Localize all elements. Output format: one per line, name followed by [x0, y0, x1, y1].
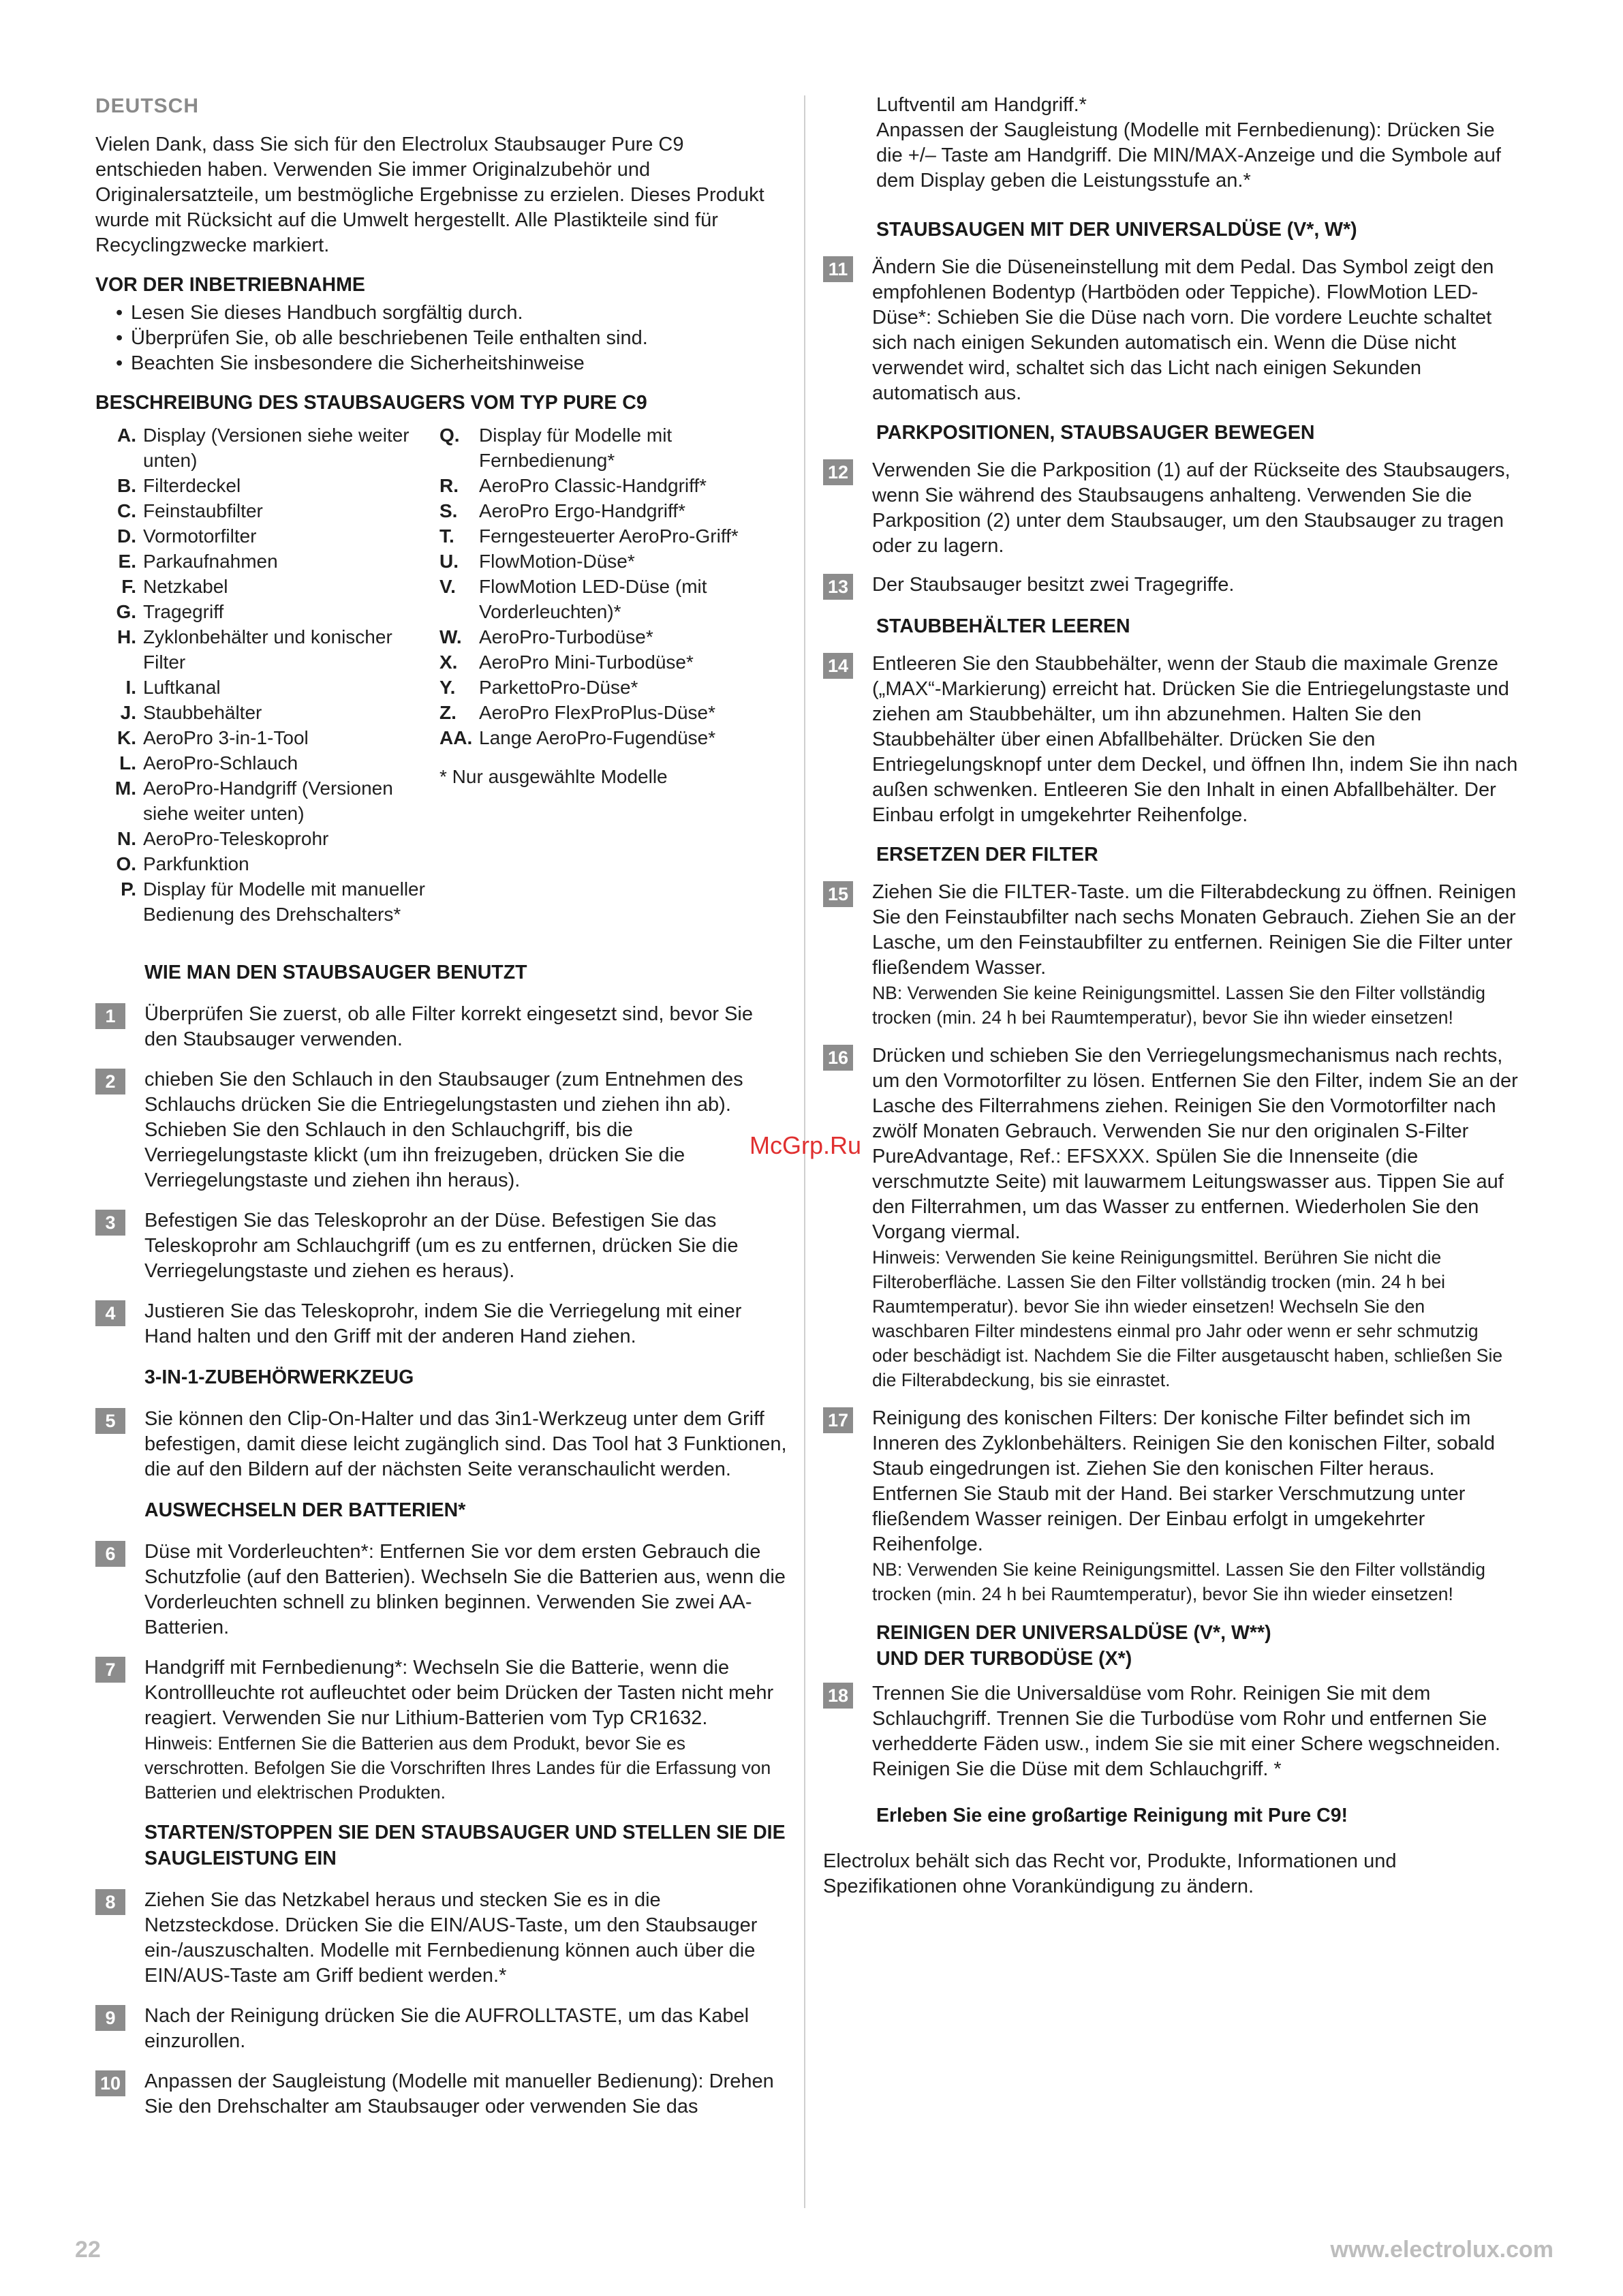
step-number: 9: [95, 2005, 125, 2031]
step-number: 1: [95, 1003, 125, 1029]
part-item: [95, 851, 439, 876]
part-label: Zyklonbehälter und konischer Filter: [143, 626, 392, 673]
part-item: [439, 649, 784, 675]
part-letter: T.: [439, 525, 454, 547]
part-label: ParkettoPro-Düse*: [479, 677, 638, 698]
part-item: [95, 776, 439, 826]
step-text: Ziehen Sie das Netzkabel heraus und stecken Sie es in die Netzsteckdose. Drücken Sie die EIN/AUS-Taste, um den Staubsauger ein-/auszuschalten. Modelle mit Fernbedienung können auch über die EIN/AUS-Taste am Griff bedient werden.*: [144, 1889, 758, 1987]
left-column: [95, 93, 790, 2134]
section-title-description: BESCHREIBUNG DES STAUBSAUGERS VOM TYP PURE C9: [95, 392, 647, 414]
watermark: McGrp.Ru: [749, 1131, 862, 1159]
parts-list: [95, 423, 790, 927]
part-label: Filterdeckel: [143, 475, 241, 496]
start-stop-steps: [95, 1888, 790, 2119]
part-label: Staubbehälter: [143, 702, 262, 723]
right-column: [823, 93, 1518, 1899]
part-letter: I.: [125, 677, 136, 698]
part-label: AeroPro-Handgriff (Versionen siehe weiter unten): [143, 778, 393, 824]
parts-note: * Nur ausgewählte Modelle: [439, 766, 668, 787]
step-11: [823, 255, 1518, 406]
step-17: [823, 1406, 1518, 1606]
section-title-tool: 3-IN-1-ZUBEHÖRWERKZEUG: [144, 1366, 414, 1388]
part-label: Parkaufnahmen: [143, 551, 278, 572]
step-text: Entleeren Sie den Staubbehälter, wenn der Staub die maximale Grenze („MAX“-Markierung) erreicht hat. Drücken Sie die Entriegelungstaste und ziehen am Staubbehälter, um ihn abzunehmen. Halten Sie den Staubbehälter über einen Abfallbehälter. Drücken Sie den Entriegelungsknopf unter dem Deckel, und öffnen Ihn, indem Sie ihn nach außen schwenken. Entleeren Sie den Inhalt in einen Abfallbehälter. Der Einbau erfolgt in umgekehrter Reihenfolge.: [872, 653, 1518, 826]
part-label: FlowMotion-Düse*: [479, 551, 635, 572]
section-title-before-use: VOR DER INBETRIEBNAHME: [95, 274, 365, 296]
step-number: 16: [823, 1045, 853, 1071]
step-number: 18: [823, 1683, 853, 1709]
step-16: [823, 1043, 1518, 1392]
section-title-start-stop: STARTEN/STOPPEN SIE DEN STAUBSAUGER UND STELLEN SIE DIE SAUGLEISTUNG EIN: [144, 1822, 786, 1869]
step-3: [95, 1208, 790, 1284]
step-note: NB: Verwenden Sie keine Reinigungsmittel. Lassen Sie den Filter vollständig trocken (min. 24 h bei Raumtemperatur), bevor Sie ihn wieder einsetzen!: [872, 1559, 1486, 1604]
remote-power-text: Anpassen der Saugleistung (Modelle mit Fernbedienung): Drücken Sie die +/– Taste am Handgriff. Die MIN/MAX-Anzeige und die Symbole auf dem Display geben die Leistungsstufe an.*: [876, 119, 1501, 192]
part-label: Display für Modelle mit Fernbedienung*: [479, 425, 673, 471]
part-letter: F.: [121, 576, 136, 597]
clean-nozzle-steps: [823, 1681, 1518, 1782]
part-label: Display (Versionen siehe weiter unten): [143, 425, 409, 471]
part-letter: C.: [117, 500, 136, 521]
step-text: Nach der Reinigung drücken Sie die AUFROLLTASTE, um das Kabel einzurollen.: [144, 2005, 749, 2052]
part-letter: G.: [116, 601, 136, 622]
step-6: [95, 1540, 790, 1640]
closing-text: Erleben Sie eine großartige Reinigung mit Pure C9!: [876, 1805, 1348, 1826]
step-text: Justieren Sie das Teleskoprohr, indem Sie die Verriegelung mit einer Hand halten und den Griff mit der anderen Hand ziehen.: [144, 1300, 742, 1347]
how-to-use-steps: [95, 1002, 790, 1349]
part-item: [439, 624, 784, 649]
part-letter: AA.: [439, 727, 473, 748]
step-number: 14: [823, 653, 853, 679]
step-number: 2: [95, 1069, 125, 1095]
part-letter: R.: [439, 475, 459, 496]
disclaimer-text: Electrolux behält sich das Recht vor, Produkte, Informationen und Spezifikationen ohne Vorankündigung zu ändern.: [823, 1850, 1397, 1897]
part-label: Feinstaubfilter: [143, 500, 263, 521]
part-item: [439, 549, 784, 574]
part-letter: X.: [439, 652, 458, 673]
list-item: • Überprüfen Sie, ob alle beschriebenen Teile enthalten sind.: [131, 326, 790, 351]
step-hint: Hinweis: Entfernen Sie die Batterien aus dem Produkt, bevor Sie es verschrotten. Befolgen Sie die Vorschriften Ihres Landes für die Erfassung von Batterien und elektrischen Produkten.: [144, 1733, 771, 1803]
section-title-replace-filter: ERSETZEN DER FILTER: [876, 844, 1098, 866]
part-label: AeroPro-Turbodüse*: [479, 626, 653, 647]
part-letter: O.: [116, 853, 136, 874]
part-label: Ferngesteuerter AeroPro-Griff*: [479, 525, 739, 547]
part-label: FlowMotion LED-Düse (mit Vorderleuchten)*: [479, 576, 707, 622]
part-letter: Z.: [439, 702, 457, 723]
step-7: [95, 1655, 790, 1805]
step-text: chieben Sie den Schlauch in den Staubsauger (zum Entnehmen des Schlauchs drücken Sie die Entriegelungstasten und ziehen ihn ab). Schieben Sie den Schlauch in den Schlauchgriff, bis die Verriegelungstaste klickt (um ihn freizugeben, drücken Sie die Verriegelungstaste und ziehen ihn heraus).: [144, 1069, 743, 1191]
part-letter: S.: [439, 500, 458, 521]
part-letter: V.: [439, 576, 456, 597]
part-item: [439, 473, 784, 498]
part-letter: W.: [439, 626, 462, 647]
universal-nozzle-steps: [823, 255, 1518, 406]
part-letter: J.: [120, 702, 136, 723]
step-text: Düse mit Vorderleuchten*: Entfernen Sie vor dem ersten Gebrauch die Schutzfolie (auf den Batterien). Wechseln Sie die Batterien aus, wenn die Vorderleuchten schnell zu blinken beginnen. Verwenden Sie zwei AA-Batterien.: [144, 1541, 786, 1638]
step-text: Ändern Sie die Düseneinstellung mit dem Pedal. Das Symbol zeigt den empfohlenen Bodentyp (Hartböden oder Teppiche). FlowMotion LED-Düse*: Schieben Sie die Düse nach vorn. Die vordere Leuchte schaltet sich nach einigen Sekunden automatisch ein. Wenn die Düse nicht verwendet wird, schaltet sich das Licht nach einigen Sekunden automatisch aus.: [872, 256, 1494, 404]
continued-text: Luftventil am Handgriff.*: [876, 94, 1087, 116]
step-10: [95, 2069, 790, 2119]
part-item: [439, 423, 784, 473]
step-9: [95, 2004, 790, 2054]
part-item: [439, 523, 784, 549]
part-label: AeroPro 3-in-1-Tool: [143, 727, 309, 748]
part-label: AeroPro-Teleskoprohr: [143, 828, 329, 849]
list-item: • Beachten Sie insbesondere die Sicherheitshinweise: [131, 351, 790, 376]
part-letter: Y.: [439, 677, 456, 698]
step-number: 10: [95, 2070, 125, 2096]
step-14: [823, 652, 1518, 828]
step-number: 3: [95, 1210, 125, 1236]
part-letter: A.: [117, 425, 136, 446]
part-item: [95, 549, 439, 574]
part-label: Luftkanal: [143, 677, 221, 698]
part-label: AeroPro Ergo-Handgriff*: [479, 500, 685, 521]
step-12: [823, 458, 1518, 559]
part-item: [95, 700, 439, 725]
step-13: [823, 572, 1518, 600]
empty-container-steps: [823, 652, 1518, 828]
step-number: 6: [95, 1541, 125, 1567]
part-letter: E.: [118, 551, 136, 572]
section-title-how-to-use: WIE MAN DEN STAUBSAUGER BENUTZT: [144, 962, 527, 983]
step-number: 8: [95, 1889, 125, 1915]
part-item: [95, 523, 439, 549]
part-item: [95, 423, 439, 473]
before-use-list: [95, 301, 790, 376]
step-text: Reinigung des konischen Filters: Der konische Filter befindet sich im Inneren des Zyklonbehälters. Reinigen Sie den konischen Filter, sobald Staub eingedrungen ist. Ziehen Sie den konischen Filter heraus. Entfernen Sie Staub mit der Hand. Bei starker Verschmutzung unter fließendem Wasser reinigen. Der Einbau erfolgt in umgekehrter Reihenfolge.: [872, 1407, 1496, 1555]
part-item: [95, 826, 439, 851]
part-item: [95, 574, 439, 599]
part-letter: Q.: [439, 425, 460, 446]
step-text: Überprüfen Sie zuerst, ob alle Filter korrekt eingesetzt sind, bevor Sie den Staubsauger verwenden.: [144, 1003, 753, 1050]
part-item: [95, 750, 439, 776]
part-item: [95, 624, 439, 675]
part-item: [439, 700, 784, 725]
step-2: [95, 1067, 790, 1193]
part-label: Vormotorfilter: [143, 525, 257, 547]
part-label: Parkfunktion: [143, 853, 249, 874]
part-label: AeroPro Classic-Handgriff*: [479, 475, 707, 496]
part-label: Display für Modelle mit manueller Bedienung des Drehschalters*: [143, 878, 425, 925]
part-item: [439, 725, 784, 750]
step-number: 7: [95, 1657, 125, 1683]
step-text: Trennen Sie die Universaldüse vom Rohr. Reinigen Sie mit dem Schlauchgriff. Trennen Sie die Turbodüse vom Rohr und entfernen Sie verhedderte Fäden usw., indem Sie sie mit einer Schere wegschneiden. Reinigen Sie die Düse mit dem Schlauchgriff. *: [872, 1683, 1501, 1780]
part-letter: L.: [119, 752, 136, 774]
step-number: 15: [823, 881, 853, 907]
step-18: [823, 1681, 1518, 1782]
part-label: Netzkabel: [143, 576, 228, 597]
parking-steps: [823, 458, 1518, 600]
step-text: Verwenden Sie die Parkposition (1) auf der Rückseite des Staubsaugers, wenn Sie während des Staubsaugens anhalteng. Verwenden Sie die Parkposition (2) unter dem Staubsauger, um den Staubsauger zu tragen oder zu lagern.: [872, 459, 1511, 557]
step-note: NB: Verwenden Sie keine Reinigungsmittel. Lassen Sie den Filter vollständig trocken (min. 24 h bei Raumtemperatur), bevor Sie ihn wieder einsetzen!: [872, 983, 1486, 1028]
footer-url[interactable]: www.electrolux.com: [1330, 2237, 1554, 2263]
section-title-empty-container: STAUBBEHÄLTER LEEREN: [876, 615, 1130, 637]
section-title-parking: PARKPOSITIONEN, STAUBSAUGER BEWEGEN: [876, 422, 1315, 444]
section-title-universal-nozzle: STAUBSAUGEN MIT DER UNIVERSALDÜSE (V*, W*): [876, 219, 1357, 241]
page-number: 22: [75, 2237, 101, 2263]
list-item: • Lesen Sie dieses Handbuch sorgfältig durch.: [131, 301, 790, 326]
part-letter: B.: [117, 475, 136, 496]
part-item: [95, 675, 439, 700]
section-subtitle-clean-nozzle: UND DER TURBODÜSE (X*): [876, 1648, 1132, 1670]
part-label: Tragegriff: [143, 601, 224, 622]
step-number: 17: [823, 1407, 853, 1433]
step-number: 12: [823, 459, 853, 485]
step-number: 11: [823, 256, 853, 282]
step-text: Sie können den Clip-On-Halter und das 3in1-Werkzeug unter dem Griff befestigen, damit diese leicht zugänglich sind. Das Tool hat 3 Funktionen, die auf den Bildern auf der nächsten Seite veranschaulicht werden.: [144, 1408, 787, 1480]
section-title-clean-nozzle: REINIGEN DER UNIVERSALDÜSE (V*, W**): [876, 1622, 1271, 1644]
part-letter: U.: [439, 551, 459, 572]
part-item: [439, 498, 784, 523]
step-text: Befestigen Sie das Teleskoprohr an der Düse. Befestigen Sie das Teleskoprohr am Schlauchgriff (um es zu entfernen, drücken Sie die Verriegelungstaste und ziehen es heraus).: [144, 1210, 739, 1282]
step-text: Der Staubsauger besitzt zwei Tragegriffe.: [872, 574, 1235, 596]
step-text: Ziehen Sie die FILTER-Taste. um die Filterabdeckung zu öffnen. Reinigen Sie den Feinstaubfilter nach sechs Monaten Gebrauch. Ziehen Sie an der Lasche, um den Feinstaubfilter zu entfernen. Reinigen Sie die Filter unter fließendem Wasser.: [872, 881, 1517, 979]
step-4: [95, 1299, 790, 1349]
step-text: Drücken und schieben Sie den Verriegelungsmechanismus nach rechts, um den Vormotorfilter zu lösen. Entfernen Sie den Filter, indem Sie an der Lasche des Filterrahmens ziehen. Reinigen Sie den Vormotorfilter nach zwölf Monaten Gebrauch. Verwenden Sie nur den originalen S-Filter PureAdvantage, Ref.: EFSXXX. Spülen Sie die Innenseite (die verschmutzte Seite) mit lauwarmem Leitungswasser aus. Tippen Sie auf den Filterrahmen, um das Wasser zu entfernen. Wiederholen Sie den Vorgang viermal.: [872, 1045, 1518, 1243]
intro-text: Vielen Dank, dass Sie sich für den Electrolux Staubsauger Pure C9 entschieden haben. Verwenden Sie immer Originalzubehör und Originalersatzteile, um bestmögliche Ergebnisse zu erzielen. Dieses Produkt wurde mit Rücksicht auf die Umwelt hergestellt. Alle Plastikteile sind für Recyclingzwecke markiert.: [95, 134, 764, 256]
step-8: [95, 1888, 790, 1989]
step-number: 13: [823, 574, 853, 600]
part-label: AeroPro Mini-Turbodüse*: [479, 652, 694, 673]
part-item: [95, 876, 439, 927]
language-label: DEUTSCH: [95, 95, 200, 117]
part-item: [95, 473, 439, 498]
step-1: [95, 1002, 790, 1052]
step-text: Handgriff mit Fernbedienung*: Wechseln Sie die Batterie, wenn die Kontrollleuchte rot aufleuchtet oder beim Drücken der Tasten nicht mehr reagiert. Verwenden Sie nur Lithium-Batterien vom Typ CR1632.: [144, 1657, 774, 1729]
part-item: [439, 675, 784, 700]
part-item: [95, 599, 439, 624]
part-letter: D.: [117, 525, 136, 547]
part-label: AeroPro-Schlauch: [143, 752, 298, 774]
part-item: [439, 574, 784, 624]
part-item: [95, 725, 439, 750]
step-number: 4: [95, 1300, 125, 1326]
part-label: AeroPro FlexProPlus-Düse*: [479, 702, 716, 723]
part-letter: M.: [114, 778, 136, 799]
step-text: Anpassen der Saugleistung (Modelle mit manueller Bedienung): Drehen Sie den Drehschalter am Staubsauger oder verwenden Sie das: [144, 2070, 774, 2117]
part-letter: P.: [121, 878, 136, 900]
step-number: 5: [95, 1408, 125, 1434]
part-letter: H.: [117, 626, 136, 647]
part-label: Lange AeroPro-Fugendüse*: [479, 727, 716, 748]
part-letter: N.: [117, 828, 136, 849]
step-15: [823, 880, 1518, 1030]
section-title-batteries: AUSWECHSELN DER BATTERIEN*: [144, 1499, 466, 1521]
part-letter: K.: [117, 727, 136, 748]
step-5: [95, 1407, 790, 1482]
tool-steps: [95, 1407, 790, 1482]
parts-column-left: [95, 423, 439, 927]
parts-column-right: [439, 423, 784, 927]
step-hint: Hinweis: Verwenden Sie keine Reinigungsmittel. Berühren Sie nicht die Filteroberfläche. Lassen Sie den Filter vollständig trocken (min. 24 h bei Raumtemperatur). bevor Sie ihn wieder einsetzen! Wechseln Sie den waschbaren Filter mindestens einmal pro Jahr oder wenn er sehr schmutzig oder beschädigt ist. Nachdem Sie die Filter ausgetauscht haben, schließen Sie die Filterabdeckung, bis sie einrastet.: [872, 1247, 1503, 1390]
part-item: [95, 498, 439, 523]
